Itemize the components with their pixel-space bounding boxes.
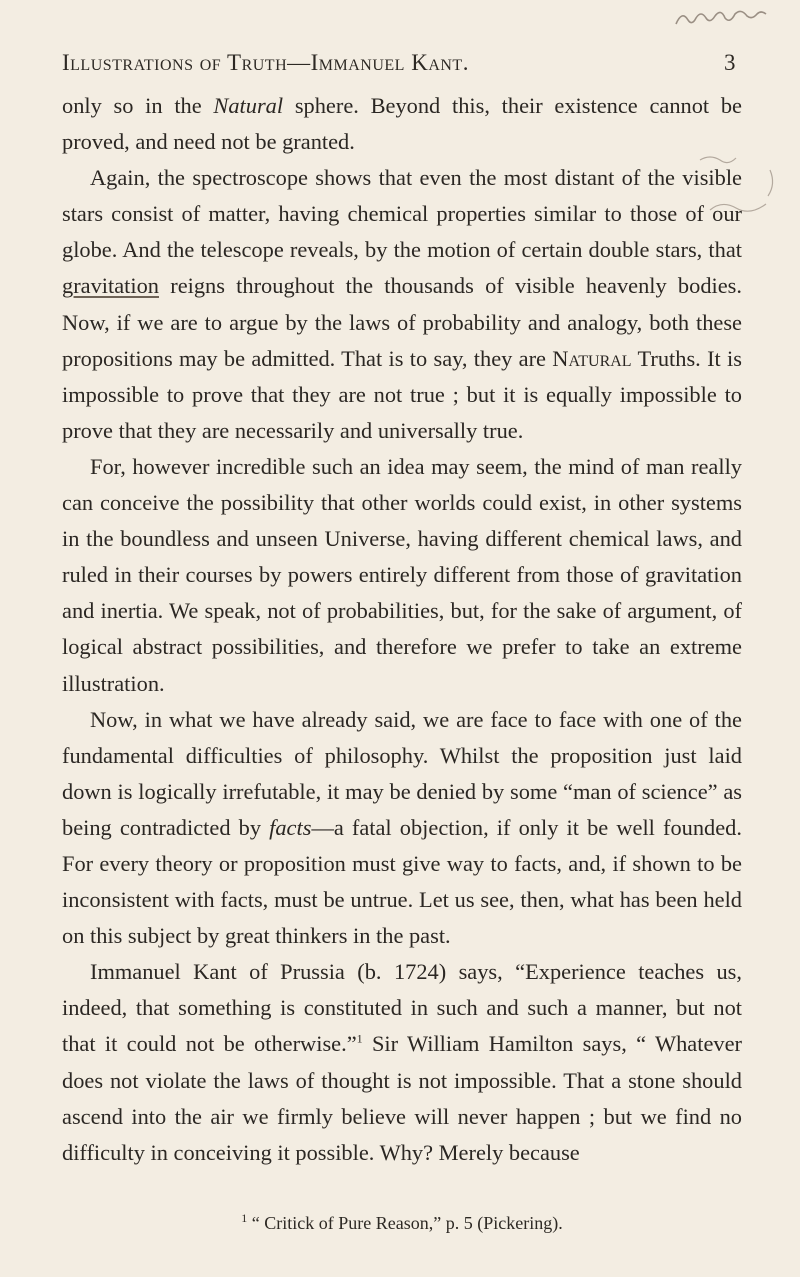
pencil-scribble [668, 2, 798, 32]
text-run: —a fatal objection, if only it be well founded. For every theory or proposition must give way to facts, and, if shown to be inconsistent with facts, must be untrue. Let us see, then, what has been held on this subject by great thinkers in the past. [62, 814, 742, 949]
footnote [62, 1213, 742, 1234]
text-run: Immanuel Kant of Prussia (b. 1724) says, “Experience teaches us, indeed, that something is constituted in such and such a manner, but not that it could not be otherwise.” [62, 959, 742, 1057]
italic-word: Natural [213, 93, 284, 118]
text-run: Now, in what we have already said, we are face to face with one of the fundamental difficulties of philosophy. Whilst the proposition just laid down is logically irrefutable, it may be denied by some “man of science” as being contradicted by [62, 706, 742, 840]
underlined-word: gravitation [62, 273, 159, 299]
page-number: 3 [724, 50, 736, 75]
paragraph-2 [62, 160, 742, 449]
small-caps-word: Natural [552, 345, 632, 371]
text-run: sphere. Beyond this, their existence cannot be proved, and need not be granted. [62, 93, 742, 155]
footnote-text: “ Critick of Pure Reason,” p. 5 (Pickering). [251, 1213, 563, 1233]
paragraph-4 [62, 702, 742, 955]
text-run: Again, the spectroscope shows that even the most distant of the visible stars consist of matter, having chemical properties similar to those of our globe. And the telescope reveals, by the motion of certain double stars, that [62, 165, 742, 263]
text-run: only so in the [62, 93, 214, 118]
running-head: Illustrations of Truth—Immanuel Kant. [62, 50, 469, 75]
text-run: Truths. It is impossible to prove that they are not true ; but it is equally impossible to prove that they are necessarily and universally true. [62, 345, 742, 443]
body-text [62, 88, 742, 1171]
footnote-mark: 1 [241, 1211, 248, 1225]
paragraph-3: For, however incredible such an idea may seem, the mind of man really can conceive the possibility that other worlds could exist, in other systems in the boundless and unseen Universe, having different chemical laws, and ruled in their courses by powers entirely different from those of gravitation and inertia. We speak, not of probabilities, but, for the sake of argument, of logical abstract possibilities, and therefore we prefer to take an extreme illustration. [62, 453, 742, 696]
italic-word: facts [269, 814, 312, 840]
footnote-reference[interactable]: 1 [356, 1031, 363, 1046]
text-run: Sir William Hamilton says, “ Whatever does not violate the laws of thought is not impossible. That a stone should ascend into the air we firmly believe will never happen ; but we find no difficulty in conceiving it possible. Why? Merely because [62, 1031, 742, 1165]
text-run: reigns throughout the thousands of visible heavenly bodies. Now, if we are to argue by the laws of probability and analogy, both these propositions may be admitted. That is to say, they are [62, 273, 742, 371]
paragraph-1 [62, 88, 742, 160]
paragraph-5 [62, 954, 742, 1171]
